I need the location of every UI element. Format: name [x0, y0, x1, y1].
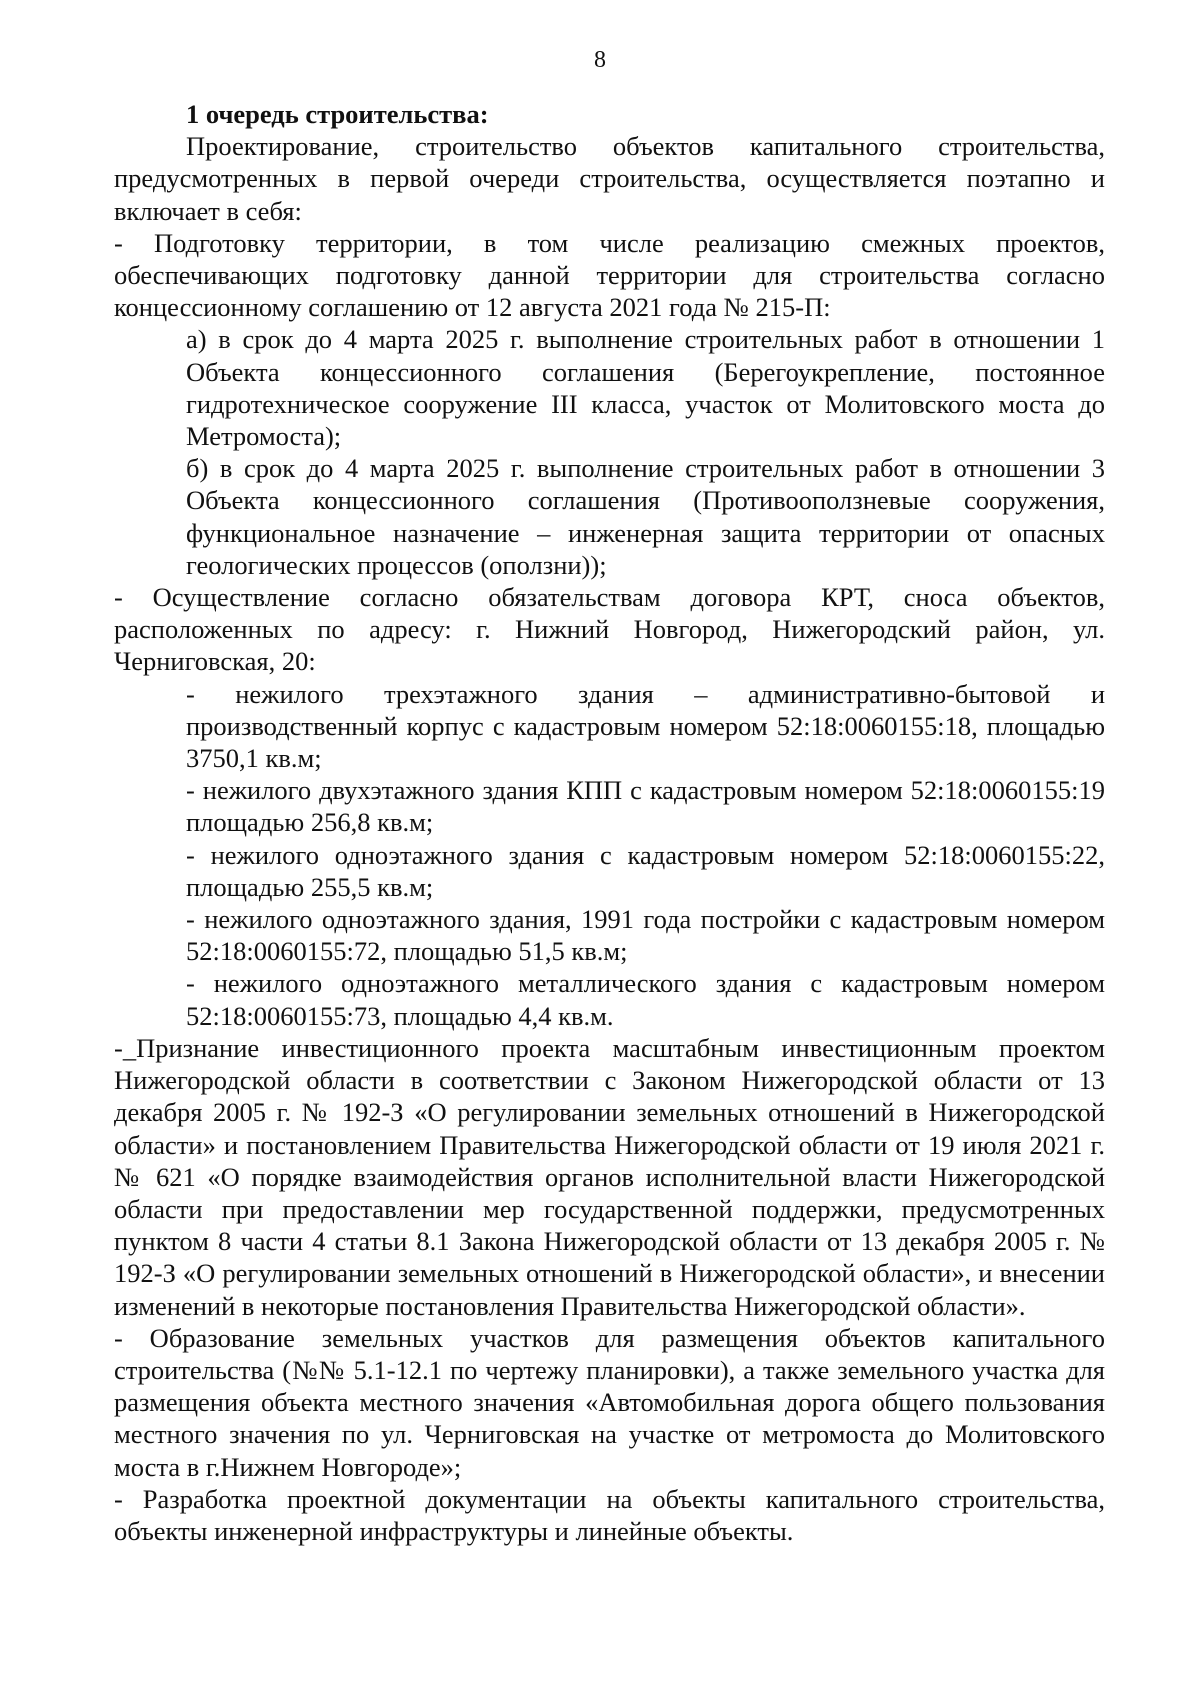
document-body: [114, 98, 1105, 1547]
demolition-object-1: - нежилого трехэтажного здания – административно-бытовой и производственный корпус с кадастровым номером 52:18:0060155:18, площадью 3750,1 кв.м;: [186, 678, 1105, 774]
item-demolition: - Осуществление согласно обязательствам договора КРТ, сноса объектов, расположенных по адресу: г. Нижний Новгород, Нижегородский район, ул. Черниговская, 20:: [114, 582, 1105, 677]
section-heading: 1 очередь строительства:: [186, 99, 489, 129]
item-investment-recognition: -_Признание инвестиционного проекта масштабным инвестиционным проектом Нижегородской области в соответствии с Законом Нижегородской области от 13 декабря 2005 г. № 192-З «О регулировании земельных отношений в Нижегородской области» и постановлением Правительства Нижегородской области от 19 июля 2021 г. № 621 «О порядке взаимодействия органов исполнительной власти Нижегородской области при предоставлении мер государственной поддержки, предусмотренных пунктом 8 части 4 статьи 8.1 Закона Нижегородской области от 13 декабря 2005 г. № 192-З «О регулировании земельных отношений в Нижегородской области», и внесении изменений в некоторые постановления Правительства Нижегородской области».: [114, 1032, 1105, 1321]
demolition-object-3: - нежилого одноэтажного здания с кадастровым номером 52:18:0060155:22, площадью 255,5 кв.м;: [186, 839, 1105, 902]
demolition-object-4: - нежилого одноэтажного здания, 1991 года постройки с кадастровым номером 52:18:0060155:72, площадью 51,5 кв.м;: [186, 904, 1105, 967]
demolition-object-5: - нежилого одноэтажного металлического здания с кадастровым номером 52:18:0060155:73, площадью 4,4 кв.м.: [186, 968, 1105, 1031]
item-territory-preparation: - Подготовку территории, в том числе реализацию смежных проектов, обеспечивающих подготовку данной территории для строительства согласно концессионному соглашению от 12 августа 2021 года № 215-П:: [114, 227, 1105, 323]
subitem-b: б) в срок до 4 марта 2025 г. выполнение строительных работ в отношении 3 Объекта концессионного соглашения (Противооползневые сооружения, функциональное назначение – инженерная защита территории от опасных геологических процессов (оползни));: [186, 453, 1105, 580]
demolition-object-2: - нежилого двухэтажного здания КПП с кадастровым номером 52:18:0060155:19 площадью 256,8 кв.м;: [186, 775, 1105, 838]
item-land-formation: - Образование земельных участков для размещения объектов капитального строительства (№№ 5.1-12.1 по чертежу планировки), а также земельного участка для размещения объекта местного значения «Автомобильная дорога общего пользования местного значения по ул. Черниговская на участке от метромоста до Молитовского моста в г.Нижнем Новгороде»;: [114, 1322, 1105, 1482]
page-number: 8: [594, 47, 606, 73]
intro-paragraph: Проектирование, строительство объектов капитального строительства, предусмотренных в первой очереди строительства, осуществляется поэтапно и включает в себя:: [114, 131, 1105, 226]
item-design-documentation: - Разработка проектной документации на объекты капитального строительства, объекты инженерной инфраструктуры и линейные объекты.: [114, 1483, 1105, 1546]
subitem-a: а) в срок до 4 марта 2025 г. выполнение строительных работ в отношении 1 Объекта концессионного соглашения (Берегоукрепление, постоянное гидротехническое сооружение III класса, участок от Молитовского моста до Метромоста);: [186, 324, 1105, 452]
